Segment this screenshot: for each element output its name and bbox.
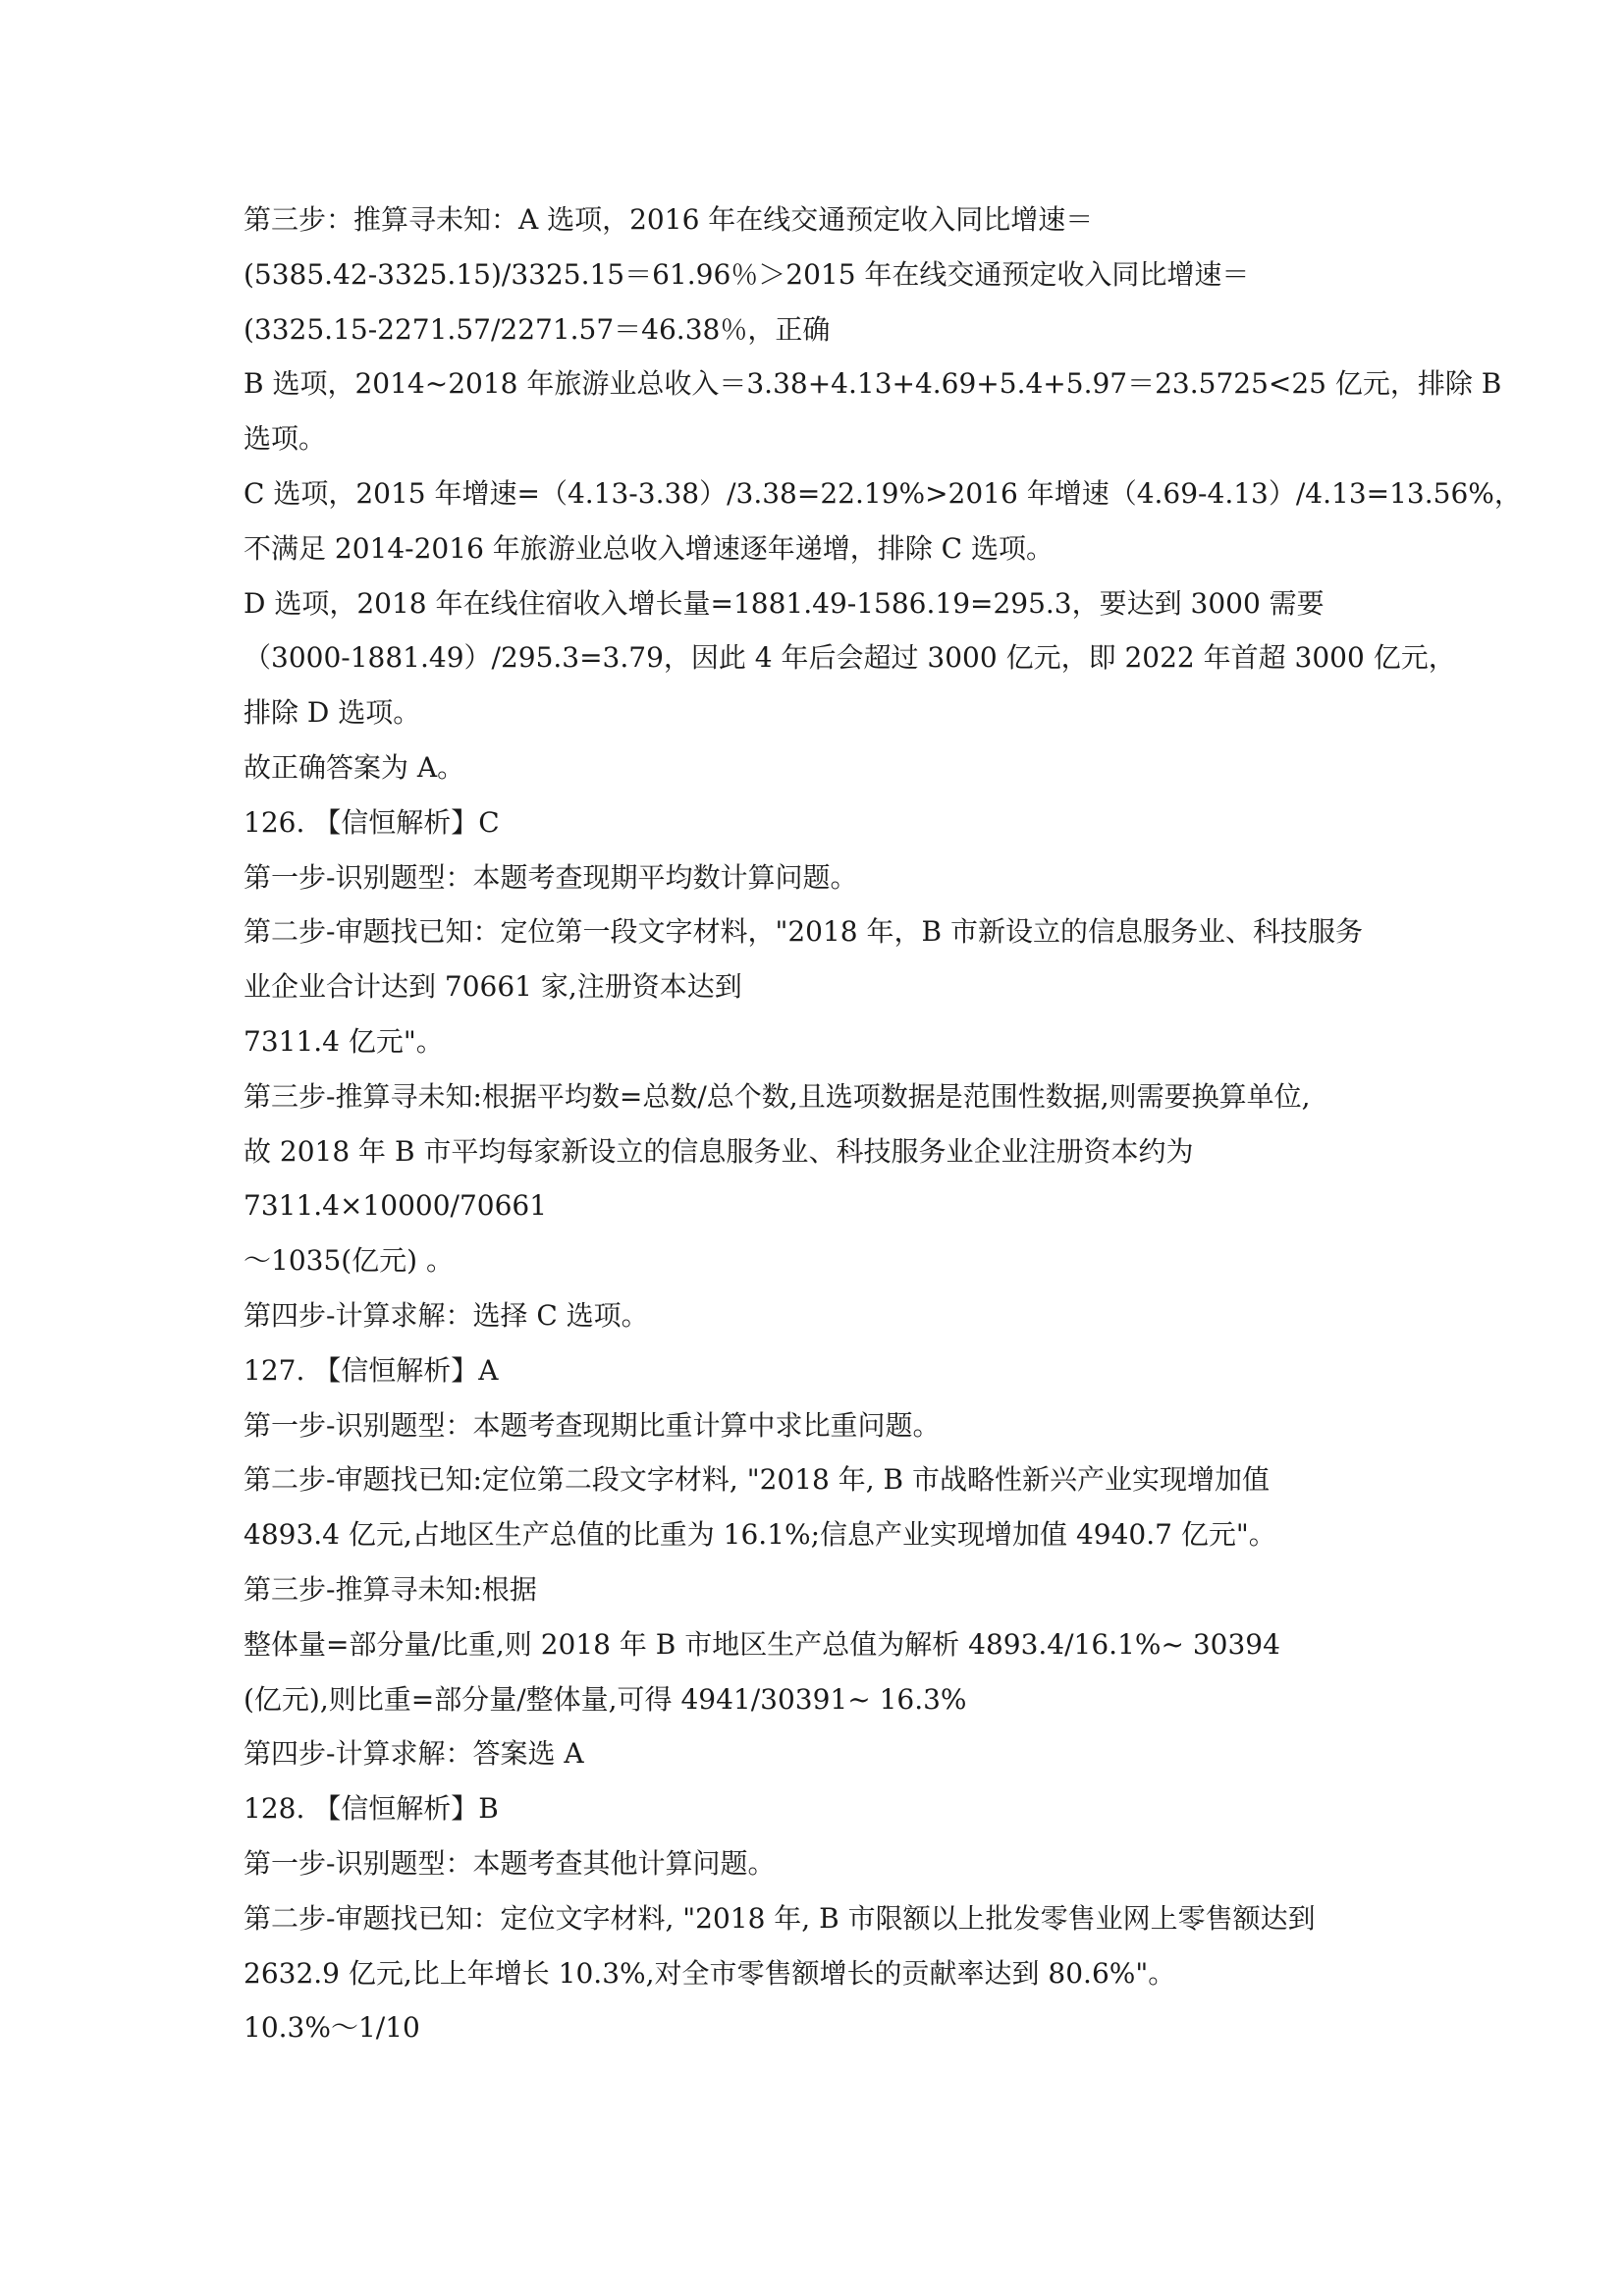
text-line: 选项。 — [243, 422, 327, 456]
text-line: 第一步-识别题型：本题考查现期比重计算中求比重问题。 — [243, 1408, 941, 1442]
text-line: 排除 D 选项。 — [243, 696, 421, 730]
text-line: D 选项，2018 年在线住宿收入增长量=1881.49-1586.19=295.3，要达到 3000 需要 — [243, 586, 1325, 620]
text-line: 7311.4 亿元"。 — [243, 1024, 444, 1058]
text-line: ～1035(亿元) 。 — [243, 1244, 455, 1278]
text-line: 故 2018 年 B 市平均每家新设立的信息服务业、科技服务业企业注册资本约为 — [243, 1134, 1194, 1168]
text-line: 第二步-审题找已知：定位第一段文字材料，"2018 年，B 市新设立的信息服务业、科技服务 — [243, 915, 1363, 949]
text-line: 4893.4 亿元,占地区生产总值的比重为 16.1%;信息产业实现增加值 4940.7 亿元"。 — [243, 1518, 1276, 1552]
text-line: 第三步-推算寻未知:根据平均数=总数/总个数,且选项数据是范围性数据,则需要换算单位, — [243, 1079, 1311, 1113]
text-line: 整体量=部分量/比重,则 2018 年 B 市地区生产总值为解析 4893.4/16.1%~ 30394 — [243, 1627, 1280, 1661]
text-line: 业企业合计达到 70661 家,注册资本达到 — [243, 970, 742, 1004]
text-line: 第二步-审题找已知:定位第二段文字材料, "2018 年, B 市战略性新兴产业实现增加值 — [243, 1463, 1271, 1497]
text-line: C 选项，2015 年增速=（4.13-3.38）/3.38=22.19%>2016 年增速（4.69-4.13）/4.13=13.56%， — [243, 476, 1522, 510]
text-line: 7311.4×10000/70661 — [243, 1189, 548, 1223]
text-line: 不满足 2014-2016 年旅游业总收入增速逐年递增，排除 C 选项。 — [243, 531, 1055, 565]
text-line: 第一步-识别题型：本题考查其他计算问题。 — [243, 1846, 776, 1880]
text-line: 2632.9 亿元,比上年增长 10.3%,对全市零售额增长的贡献率达到 80.6%"。 — [243, 1956, 1176, 1990]
question-heading: 126. 【信恒解析】C — [243, 805, 500, 839]
text-line: 第四步-计算求解：选择 C 选项。 — [243, 1298, 649, 1332]
text-line: 第三步：推算寻未知：A 选项，2016 年在线交通预定收入同比增速＝ — [243, 203, 1094, 236]
question-heading: 128. 【信恒解析】B — [243, 1792, 499, 1826]
text-line: （3000-1881.49）/295.3=3.79，因此 4 年后会超过 3000 亿元，即 2022 年首超 3000 亿元， — [243, 641, 1456, 675]
text-line: 10.3%～1/10 — [243, 2011, 420, 2045]
text-line: B 选项，2014~2018 年旅游业总收入＝3.38+4.13+4.69+5.4+5.97＝23.5725<25 亿元，排除 B — [243, 367, 1502, 401]
text-line: (5385.42-3325.15)/3325.15＝61.96％＞2015 年在线交通预定收入同比增速＝ — [243, 257, 1250, 291]
question-heading: 127. 【信恒解析】A — [243, 1353, 499, 1387]
answer-explanation-text — [243, 192, 1522, 2055]
text-line: 第二步-审题找已知：定位文字材料, "2018 年, B 市限额以上批发零售业网上零售额达到 — [243, 1901, 1316, 1935]
text-line: (亿元),则比重=部分量/整体量,可得 4941/30391~ 16.3% — [243, 1682, 967, 1716]
text-line: (3325.15-2271.57/2271.57＝46.38％，正确 — [243, 312, 831, 346]
text-line: 第三步-推算寻未知:根据 — [243, 1572, 537, 1606]
text-line: 故正确答案为 A。 — [243, 750, 465, 784]
text-line: 第一步-识别题型：本题考查现期平均数计算问题。 — [243, 860, 858, 894]
text-line: 第四步-计算求解：答案选 A — [243, 1737, 584, 1771]
